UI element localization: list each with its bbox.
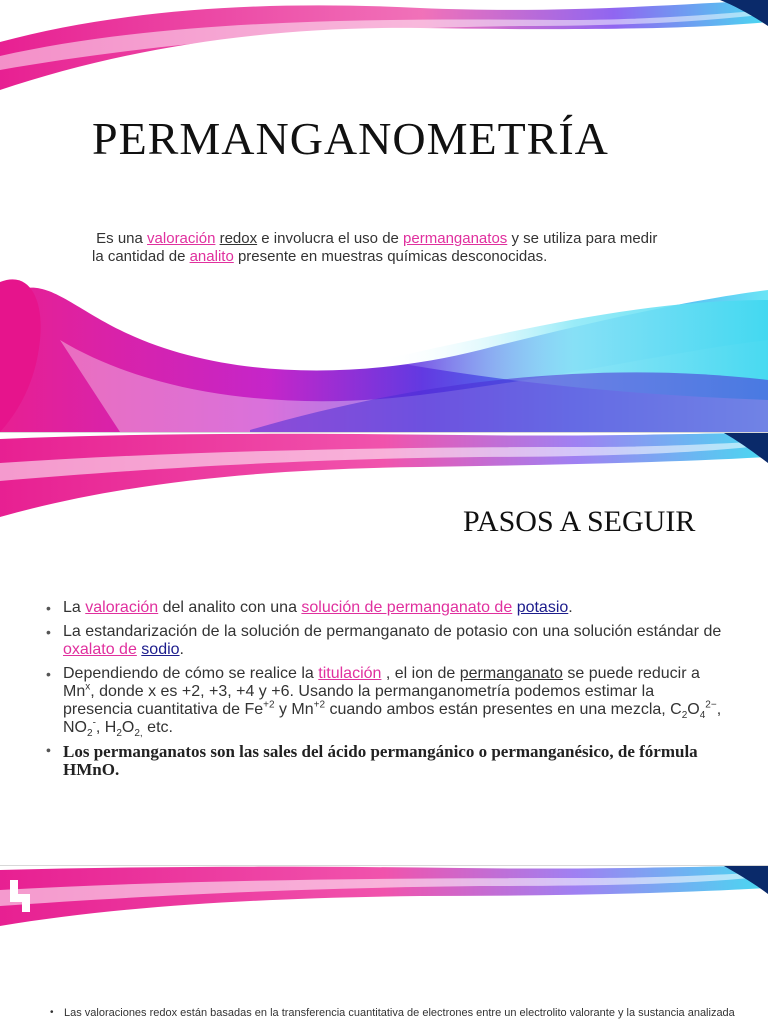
brand-logo-icon <box>10 880 32 912</box>
item-text: La <box>63 599 86 616</box>
intro-text: presente en muestras químicas desconocidas. <box>233 248 548 265</box>
link-oxalato[interactable]: oxalato de <box>63 641 137 658</box>
item-text: etc. <box>142 719 173 736</box>
link-sodio[interactable]: sodio <box>141 641 180 658</box>
intro-text: y se utiliza para medir la cantidad de <box>92 230 658 265</box>
link-permanganato[interactable]: permanganato <box>459 665 563 682</box>
slide-2 <box>0 433 768 865</box>
item-text: . <box>568 599 573 616</box>
steps-list <box>44 599 724 785</box>
link-valoracion[interactable]: valoración <box>85 599 159 616</box>
intro-text: Es una <box>96 230 148 247</box>
list-item <box>44 665 724 740</box>
item-text: La estandarización de la solución de permanganato de potasio con una solución estándar de <box>63 623 722 640</box>
list-item: • Los permanganatos son las sales del ácido permangánico o permanganésico, de fórmula HMnO. <box>44 743 724 779</box>
superscript: +2 <box>313 699 326 711</box>
link-titulacion[interactable]: titulación <box>318 665 382 682</box>
item-text: , el ion de <box>381 665 460 682</box>
subscript: 2 <box>87 728 93 740</box>
superscript: x <box>85 681 91 693</box>
link-redox[interactable]: redox <box>219 230 258 247</box>
link-valoracion[interactable]: valoración <box>147 230 216 247</box>
link-analito[interactable]: analito <box>189 248 234 265</box>
subscript: 2 <box>681 710 688 722</box>
item-text: , donde x es +2, +3, +4 y +6. Usando la permanganometría podemos estimar la presencia cuantitativa de Fe <box>63 683 655 718</box>
intro-text: e involucra el uso de <box>257 230 404 247</box>
slide-1 <box>0 0 768 432</box>
subscript: 2, <box>134 728 143 740</box>
link-potasio[interactable]: potasio <box>516 599 569 616</box>
item-text: , NO <box>63 701 722 736</box>
bullet-paragraph: • Las valoraciones redox están basadas en la transferencia cuantitativa de electrones entre un electrolito valorante y la sustancia analizada <box>50 1006 764 1020</box>
list-item <box>44 623 724 659</box>
item-text: y Mn <box>274 701 314 718</box>
subscript: 4 <box>699 710 706 722</box>
intro-paragraph <box>92 230 672 266</box>
superscript: +2 <box>263 699 275 711</box>
wave-decoration <box>0 0 768 432</box>
link-permanganatos[interactable]: permanganatos <box>403 230 508 247</box>
section-title: PASOS A SEGUIR <box>463 505 696 538</box>
item-text: , H <box>95 719 117 736</box>
slide-title: PERMANGANOMETRÍA <box>92 113 609 164</box>
wave-decoration <box>0 866 768 1024</box>
slide-3 <box>0 866 768 1024</box>
item-text: O <box>121 719 135 736</box>
subscript: 2 <box>116 728 122 740</box>
item-text: cuando ambos están presentes en una mezcla, C <box>325 701 682 718</box>
link-solucion-permanganato[interactable]: solución de permanganato de <box>301 599 513 616</box>
item-text: O <box>687 701 700 718</box>
list-item <box>44 599 724 617</box>
item-text: se puede reducir a Mn <box>63 665 700 700</box>
superscript: - <box>92 717 96 729</box>
item-text: del analito con una <box>158 599 302 616</box>
item-text: . <box>179 641 184 658</box>
item-text: Dependiendo de cómo se realice la <box>63 665 319 682</box>
superscript: 2− <box>705 699 717 711</box>
